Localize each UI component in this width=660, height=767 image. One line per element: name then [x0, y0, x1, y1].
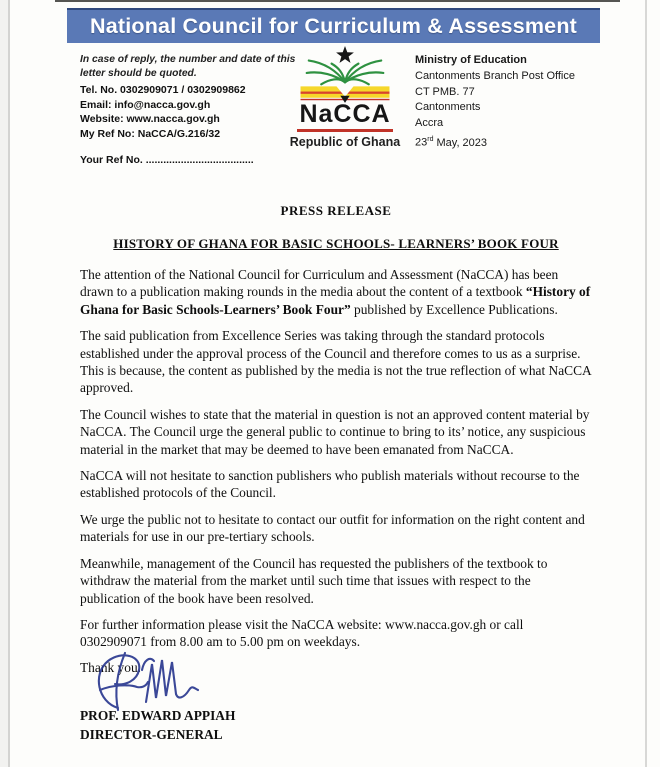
signatory-name: PROF. EDWARD APPIAH: [80, 707, 236, 723]
letter-body: [80, 203, 592, 743]
nacca-logo: [285, 45, 405, 149]
signature-block: [80, 660, 592, 743]
date-day: 23: [415, 136, 428, 149]
signatory-title: DIRECTOR-GENERAL: [80, 726, 223, 742]
ministry-line: Ministry of Education: [415, 54, 527, 66]
website-line: Website: www.nacca.gov.gh: [80, 113, 220, 126]
nacca-logo-icon: [293, 45, 397, 105]
reply-note-line1: In case of reply, the number and date of this: [80, 54, 296, 65]
letterhead-contact-block: [80, 53, 310, 166]
email-line: Email: info@nacca.gov.gh: [80, 98, 211, 111]
body-paragraphs: [80, 266, 592, 651]
your-ref-line: Your Ref No. .....................................: [80, 154, 254, 167]
organization-title: National Council for Curriculum & Assessment: [89, 14, 578, 38]
paragraph: Meanwhile, management of the Council has requested the publishers of the textbook to withdraw the material from the market until such time that issues with respect to the publication of the book have been resolved.: [80, 555, 548, 606]
paragraph: For further information please visit the NaCCA website: www.nacca.gov.gh or call 0302909071 from 8.00 am to 5.00 pm on weekdays.: [80, 616, 524, 650]
paragraph: The Council wishes to state that the material in question is not an approved content material by NaCCA. The Council urge the general public to continue to bring to its’ notice, any suspicious material in the market that may be deemed to have been emanated from NaCCA.: [80, 406, 590, 457]
telephone-line: Tel. No. 0302909071 / 0302909862: [80, 84, 246, 96]
photo-left-edge-line: [8, 0, 10, 767]
press-release-heading: PRESS RELEASE: [280, 203, 392, 218]
reply-note-line2: letter should be quoted.: [80, 67, 197, 79]
letterhead-address-block: [415, 53, 575, 151]
leaves-icon: [307, 61, 384, 85]
paragraph: The attention of the National Council for Curriculum and Assessment (NaCCA) has been drawn to a publication making rounds in the media about the content of a textbook “History of Ghana for Basic Schools-Learners’ Book Four” published by Excellence Publications.: [80, 267, 591, 317]
paragraph: NaCCA will not hesitate to sanction publishers who publish materials without recourse to the established protocols of the Council.: [80, 468, 580, 501]
paragraph: We urge the public not to hesitate to contact our outfit for information on the right content and materials for use in our pre-tertiary schools.: [80, 511, 585, 545]
paragraph: The said publication from Excellence Series was taking through the standard protocols established under the approval process of the Council and therefore comes to us as a surprise. This is because, the content as published by the media is not the true reflection of what NaCCA approved.: [80, 328, 591, 396]
date-month-year: May, 2023: [436, 136, 488, 149]
photo-left-margin: [0, 0, 8, 767]
logo-wordmark: NaCCA: [297, 102, 392, 132]
address-line: Accra: [415, 117, 444, 130]
address-line: Cantonments Branch Post Office: [415, 69, 575, 82]
date-ordinal-suffix: rd: [427, 135, 434, 143]
photo-top-edge-line: [55, 0, 620, 2]
closing-line: Thank you.: [80, 659, 141, 675]
logo-country-label: Republic of Ghana: [289, 135, 401, 149]
address-line: CT PMB. 77: [415, 85, 475, 98]
photo-right-edge-line: [645, 0, 647, 767]
letterhead-banner: [67, 8, 600, 43]
star-icon: [336, 46, 354, 63]
date-line: [415, 132, 575, 151]
subject-heading: HISTORY OF GHANA FOR BASIC SCHOOLS- LEARNERS’ BOOK FOUR: [113, 236, 559, 251]
my-ref-line: My Ref No: NaCCA/G.216/32: [80, 127, 221, 140]
address-line: Cantonments: [415, 101, 481, 114]
